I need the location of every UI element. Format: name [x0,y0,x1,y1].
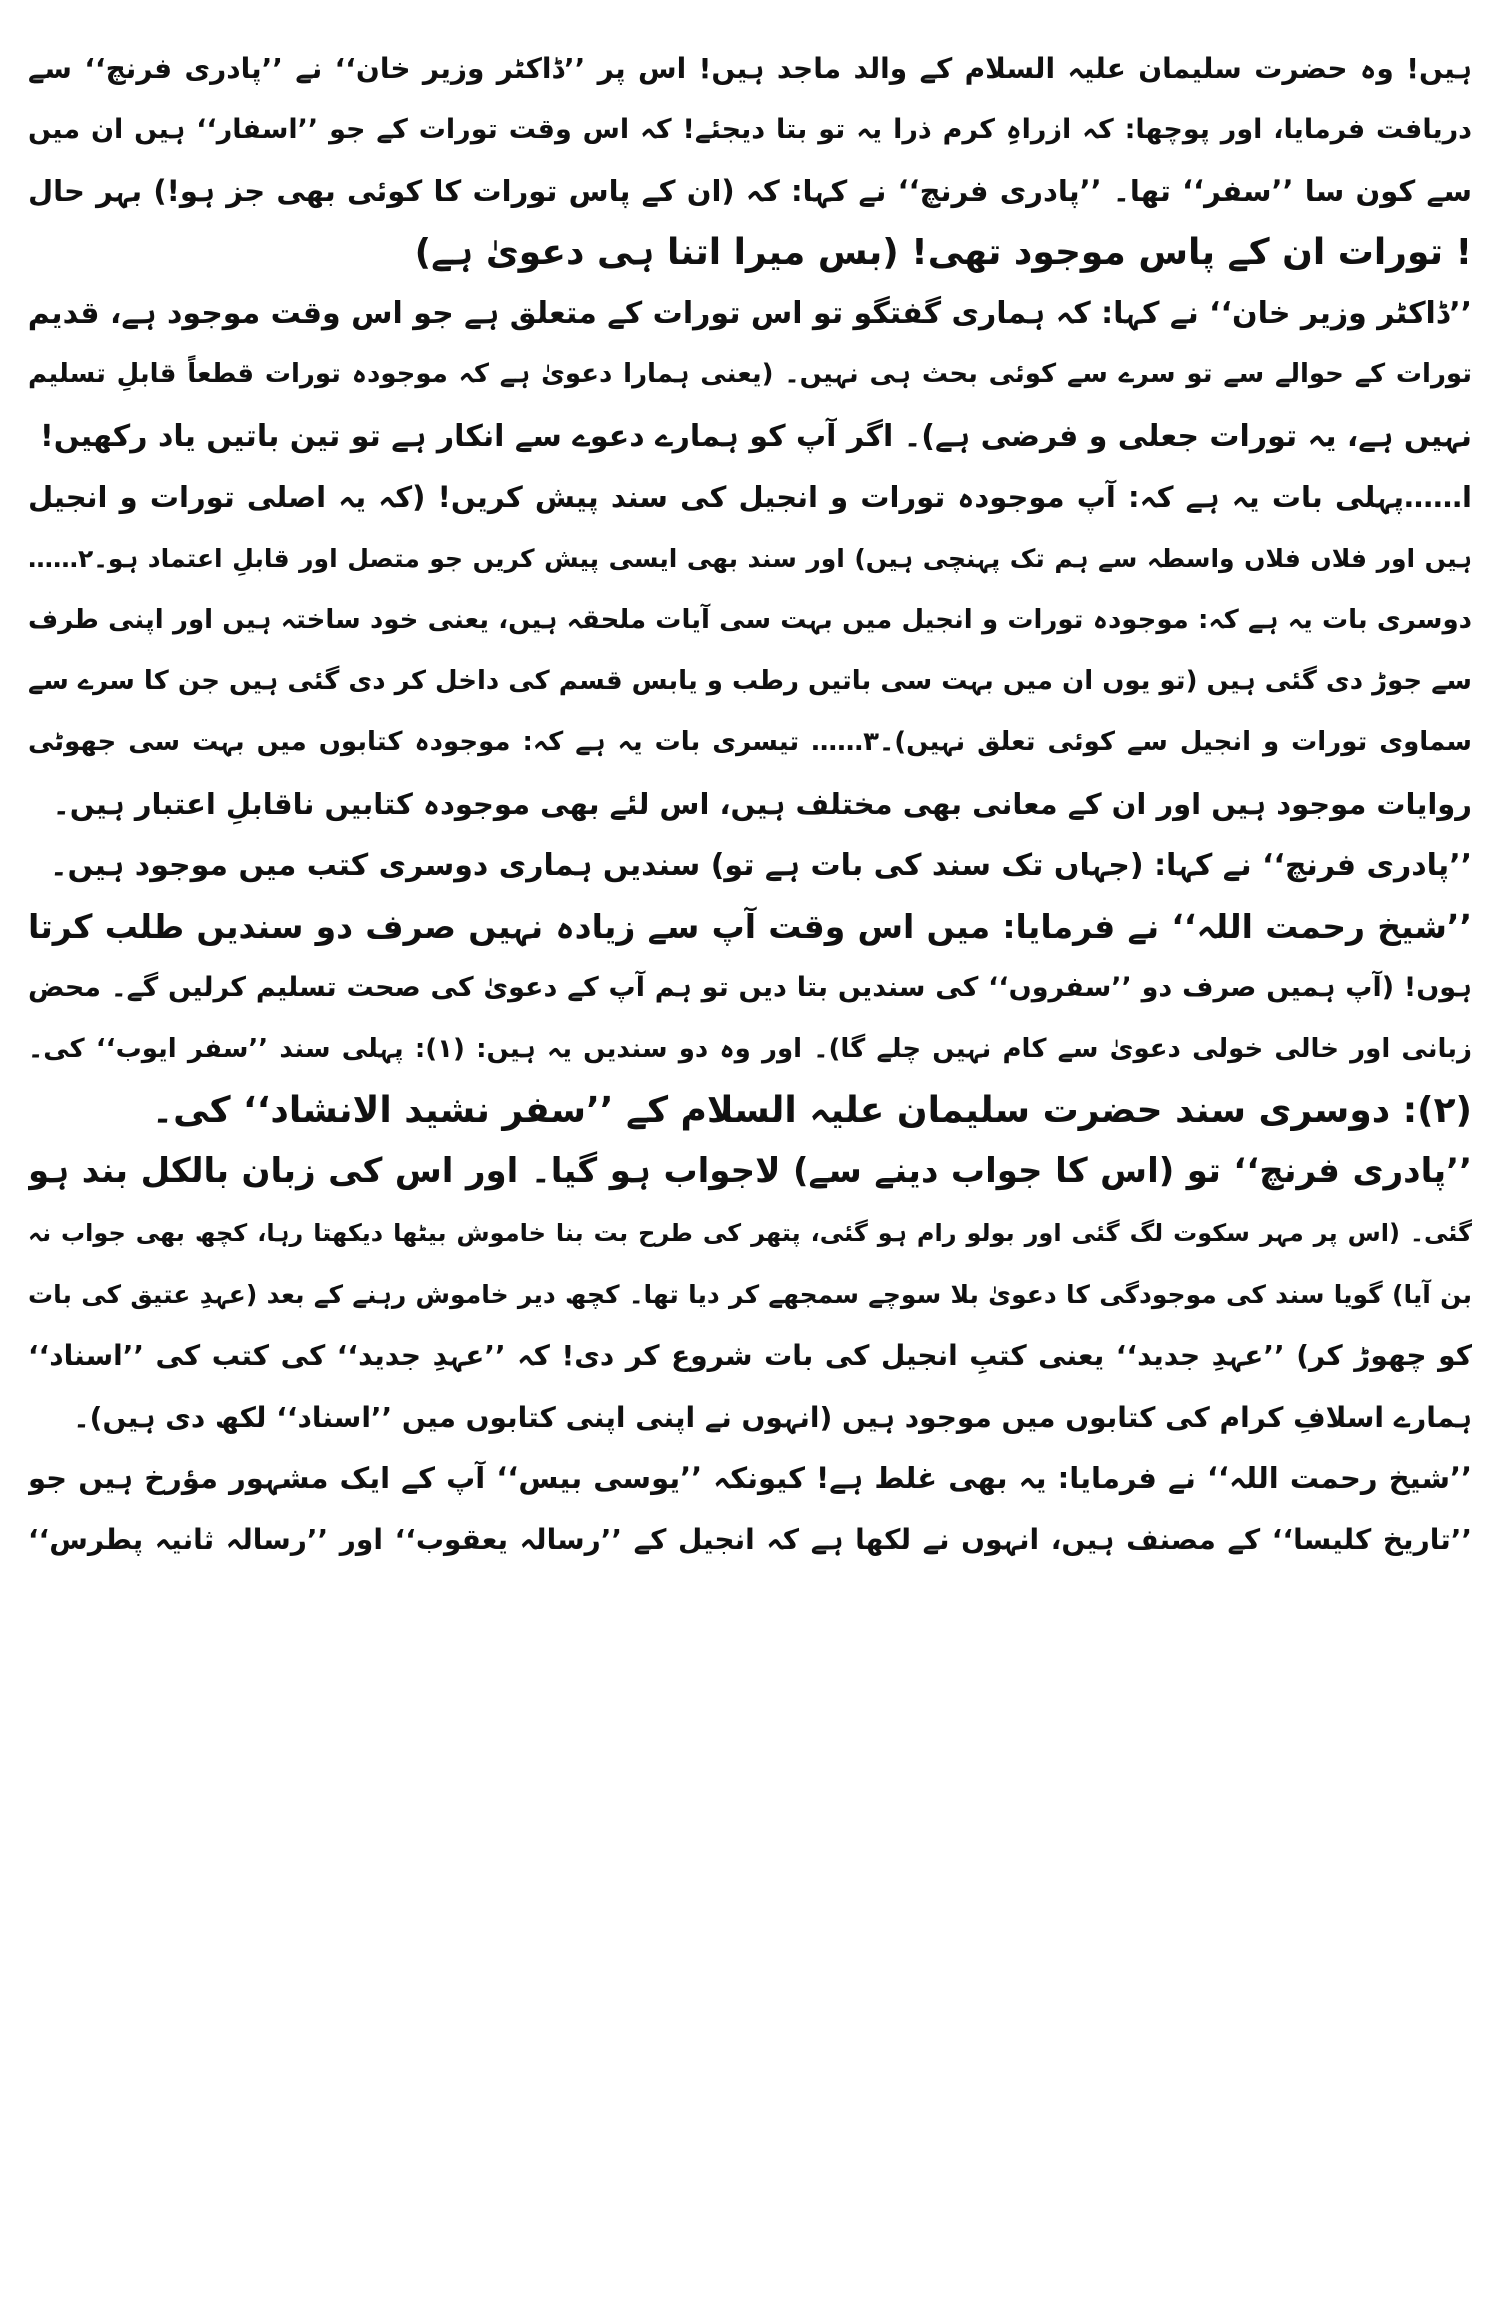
text-line: ہمارے اسلافِ کرام کی کتابوں میں موجود ہیں (انہوں نے اپنی اپنی کتابوں میں ’’اسناد‘‘ لکھ دی ہیں)۔ [73,1400,1472,1434]
text-line: ’’ڈاکٹر وزیر خان‘‘ نے کہا: کہ ہماری گفتگو تو اس تورات کے متعلق ہے جو اس وقت موجود ہے، قدیم [28,296,1472,332]
text-line: سے کون سا ’’سفر‘‘ تھا۔ ’’پادری فرنچ‘‘ نے کہا: کہ (ان کے پاس تورات کا کوئی بھی جز ہو!) بہر حال [28,173,1472,208]
document-page [28,38,1472,2278]
text-line: گئی۔ (اس پر مہر سکوت لگ گئی اور بولو رام ہو گئی، پتھر کی طرح بت بنا خاموش بیٹھا دیکھتا رہا، کچھ بھی جواب نہ [28,1218,1472,1247]
text-line: سماوی تورات و انجیل سے کوئی تعلق نہیں)۔۳…… تیسری بات یہ ہے کہ: موجودہ کتابوں میں بہت سی جھوٹی [28,727,1472,758]
text-line: ’’پادری فرنچ‘‘ تو (اس کا جواب دینے سے) لاجواب ہو گیا۔ اور اس کی زبان بالکل بند ہو [28,1151,1472,1192]
text-line: ’’تاریخ کلیسا‘‘ کے مصنف ہیں، انہوں نے لکھا ہے کہ انجیل کے ’’رسالہ یعقوب‘‘ اور ’’رسالہ ثانیہ پطرس‘‘ [28,1523,1472,1557]
text-line: زبانی اور خالی خولی دعویٰ سے کام نہیں چلے گا)۔ اور وہ دو سندیں یہ ہیں: (۱): پہلی سند ’’سفر ایوب‘‘ کی۔ [28,1033,1472,1064]
text-body [28,38,1472,1570]
text-line: بن آیا) گویا سند کی موجودگی کا دعویٰ بلا سوچے سمجھے کر دیا تھا۔ کچھ دیر خاموش رہنے کے بعد (عہدِ عتیق کی بات [28,1279,1472,1309]
text-line: ہیں اور فلاں فلاں واسطہ سے ہم تک پہنچی ہیں) اور سند بھی ایسی پیش کریں جو متصل اور قابلِ اعتماد ہو۔۲…… [28,544,1472,574]
text-line: (۲): دوسری سند حضرت سلیمان علیہ السلام کے ’’سفر نشید الانشاد‘‘ کی۔ [152,1090,1472,1132]
text-line: سے جوڑ دی گئی ہیں (تو یوں ان میں بہت سی باتیں رطب و یابس قسم کی داخل کر دی گئی ہیں جن کا سرے سے [28,665,1472,696]
text-line: ا……پہلی بات یہ ہے کہ: آپ موجودہ تورات و انجیل کی سند پیش کریں! (کہ یہ اصلی تورات و انجیل [28,480,1472,515]
text-line: ہوں! (آپ ہمیں صرف دو ’’سفروں‘‘ کی سندیں بتا دیں تو ہم آپ کے دعویٰ کی صحت تسلیم کرلیں گے۔ محض [28,972,1472,1004]
text-line: ’’شیخ رحمت اللہ‘‘ نے فرمایا: یہ بھی غلط ہے! کیونکہ ’’یوسی بیس‘‘ آپ کے ایک مشہور مؤرخ ہیں جو [28,1460,1472,1495]
text-line: ہیں! وہ حضرت سلیمان علیہ السلام کے والد ماجد ہیں! اس پر ’’ڈاکٹر وزیر خان‘‘ نے ’’پادری فرنچ‘‘ سے [28,52,1472,85]
text-line: دوسری بات یہ ہے کہ: موجودہ تورات و انجیل میں بہت سی آیات ملحقہ ہیں، یعنی خود ساختہ ہیں اور اپنی طرف [28,604,1472,635]
text-line: تورات کے حوالے سے تو سرے سے کوئی بحث ہی نہیں۔ (یعنی ہمارا دعویٰ ہے کہ موجودہ تورات قطعاً قابلِ تسلیم [28,359,1472,390]
text-line: روایات موجود ہیں اور ان کے معانی بھی مختلف ہیں، اس لئے بھی موجودہ کتابیں ناقابلِ اعتبار ہیں۔ [52,786,1472,821]
text-line: ’’شیخ رحمت اللہ‘‘ نے فرمایا: میں اس وقت آپ سے زیادہ نہیں صرف دو سندیں طلب کرتا [28,907,1472,947]
text-line: دریافت فرمایا، اور پوچھا: کہ ازراہِ کرم ذرا یہ تو بتا دیجئے! کہ اس وقت تورات کے جو ’’اسفار‘‘ ہیں ان میں [28,114,1472,146]
text-line: ! تورات ان کے پاس موجود تھی! (بس میرا اتنا ہی دعویٰ ہے) [414,231,1472,273]
text-line: ’’پادری فرنچ‘‘ نے کہا: (جہاں تک سند کی بات ہے تو) سندیں ہماری دوسری کتب میں موجود ہیں۔ [49,847,1472,883]
text-line: نہیں ہے، یہ تورات جعلی و فرضی ہے)۔ اگر آپ کو ہمارے دعوے سے انکار ہے تو تین باتیں یاد رکھیں! [40,418,1472,454]
text-line: کو چھوڑ کر) ’’عہدِ جدید‘‘ یعنی کتبِ انجیل کی بات شروع کر دی! کہ ’’عہدِ جدید‘‘ کی کتب کی ’’اسناد‘‘ [28,1339,1472,1373]
